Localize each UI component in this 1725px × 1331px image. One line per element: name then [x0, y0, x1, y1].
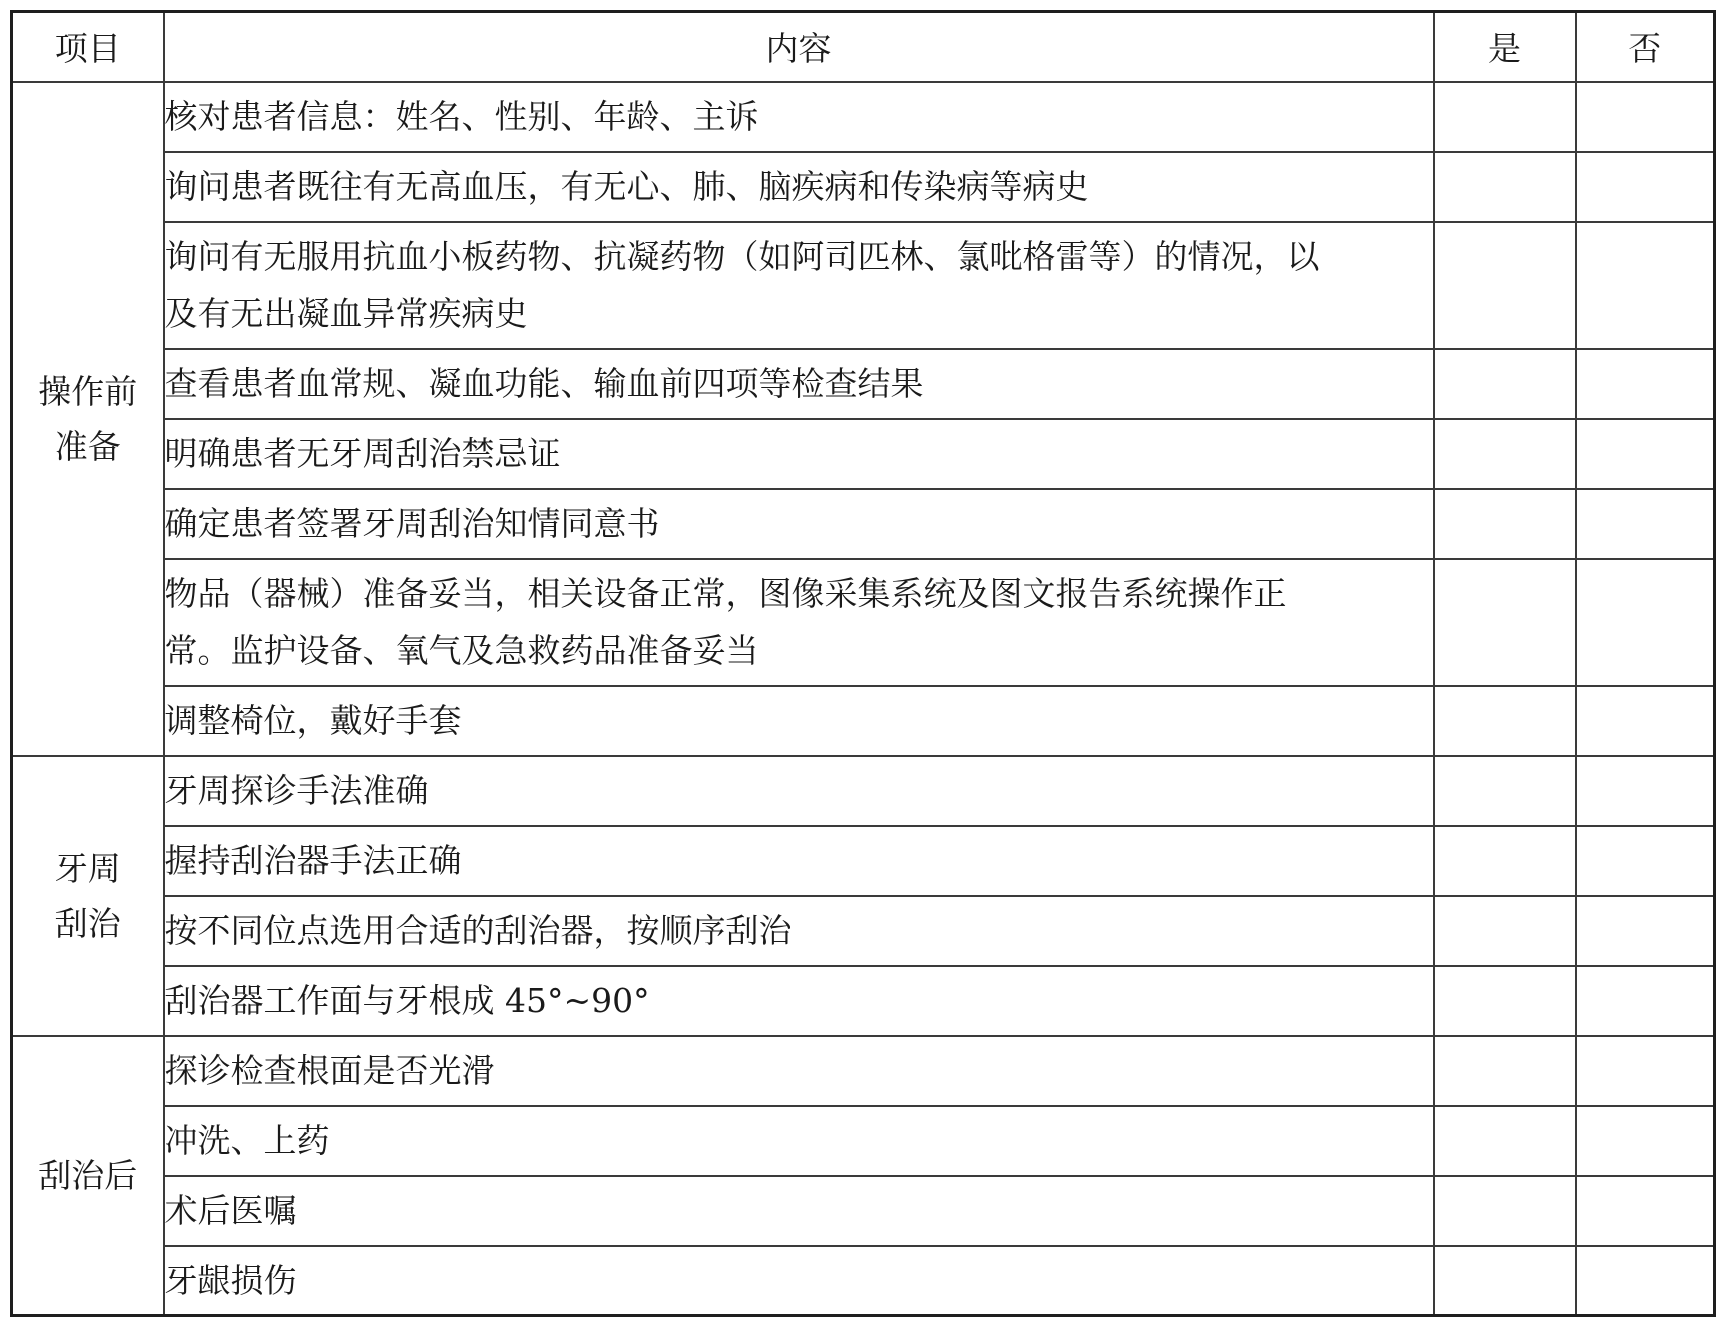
- no-cell: [1576, 896, 1715, 966]
- yes-cell: [1434, 756, 1576, 826]
- section-label-line: 准备: [54, 426, 121, 466]
- item-text: 查看患者血常规、凝血功能、输血前四项等检查结果: [164, 364, 924, 403]
- yes-cell: [1434, 489, 1576, 559]
- item-content: [164, 1106, 1434, 1176]
- item-text: 牙周探诊手法准确: [164, 771, 429, 810]
- yes-cell: [1434, 222, 1576, 349]
- yes-cell: [1434, 826, 1576, 896]
- item-content: [164, 686, 1434, 756]
- item-text: 术后医嘱: [164, 1191, 297, 1230]
- section-label-line: 牙周: [54, 848, 121, 888]
- table-row: [12, 1036, 1715, 1106]
- item-content: [164, 826, 1434, 896]
- item-content: [164, 222, 1434, 349]
- no-cell: [1576, 559, 1715, 686]
- no-cell: [1576, 966, 1715, 1036]
- item-text: 探诊检查根面是否光滑: [164, 1051, 495, 1090]
- no-cell: [1576, 826, 1715, 896]
- table-row: [12, 82, 1715, 152]
- table-row: [12, 966, 1715, 1036]
- yes-cell: [1434, 966, 1576, 1036]
- no-cell: [1576, 489, 1715, 559]
- section-label-pre-op: [12, 82, 164, 756]
- checklist-table: [10, 10, 1716, 1317]
- item-content: [164, 489, 1434, 559]
- yes-cell: [1434, 152, 1576, 222]
- item-content: [164, 559, 1434, 686]
- item-text: 及有无出凝血异常疾病史: [164, 294, 528, 333]
- table-row: [12, 349, 1715, 419]
- table-row: [12, 756, 1715, 826]
- table-row: [12, 222, 1715, 349]
- item-content: [164, 756, 1434, 826]
- yes-cell: [1434, 1036, 1576, 1106]
- item-content: [164, 1176, 1434, 1246]
- no-cell: [1576, 686, 1715, 756]
- item-text: 常。监护设备、氧气及急救药品准备妥当: [164, 631, 759, 670]
- item-text: 按不同位点选用合适的刮治器，按顺序刮治: [164, 911, 792, 950]
- section-label-post-scaling: [12, 1036, 164, 1316]
- table-row: [12, 419, 1715, 489]
- table-row: [12, 152, 1715, 222]
- item-content: [164, 896, 1434, 966]
- item-text: 物品（器械）准备妥当，相关设备正常，图像采集系统及图文报告系统操作正: [164, 574, 1287, 613]
- item-text: 核对患者信息：姓名、性别、年龄、主诉: [164, 97, 759, 136]
- yes-cell: [1434, 896, 1576, 966]
- item-content: [164, 419, 1434, 489]
- section-label-line: 刮治: [54, 903, 121, 943]
- item-content: [164, 152, 1434, 222]
- item-content: [164, 1246, 1434, 1316]
- item-text: 调整椅位，戴好手套: [164, 701, 462, 740]
- item-text: 询问有无服用抗血小板药物、抗凝药物（如阿司匹林、氯吡格雷等）的情况，以: [164, 237, 1320, 276]
- no-cell: [1576, 1106, 1715, 1176]
- header-content: 内容: [164, 12, 1434, 82]
- item-text: 握持刮治器手法正确: [164, 841, 462, 880]
- no-cell: [1576, 222, 1715, 349]
- table-row: [12, 686, 1715, 756]
- yes-cell: [1434, 419, 1576, 489]
- item-text: 明确患者无牙周刮治禁忌证: [164, 434, 561, 473]
- checklist-container: [10, 10, 1716, 1317]
- table-row: [12, 1246, 1715, 1316]
- no-cell: [1576, 82, 1715, 152]
- yes-cell: [1434, 1246, 1576, 1316]
- item-text: 刮治器工作面与牙根成 45°~90°: [164, 981, 650, 1020]
- item-text: 询问患者既往有无高血压，有无心、肺、脑疾病和传染病等病史: [164, 167, 1089, 206]
- section-label-scaling: [12, 756, 164, 1036]
- no-cell: [1576, 152, 1715, 222]
- yes-cell: [1434, 349, 1576, 419]
- table-row: [12, 1106, 1715, 1176]
- item-content: [164, 966, 1434, 1036]
- item-text: 冲洗、上药: [164, 1121, 330, 1160]
- no-cell: [1576, 1246, 1715, 1316]
- table-row: [12, 489, 1715, 559]
- yes-cell: [1434, 1176, 1576, 1246]
- header-no: 否: [1576, 12, 1715, 82]
- table-row: [12, 826, 1715, 896]
- header-yes: 是: [1434, 12, 1576, 82]
- header-item: 项目: [12, 12, 164, 82]
- table-row: [12, 896, 1715, 966]
- yes-cell: [1434, 1106, 1576, 1176]
- no-cell: [1576, 1176, 1715, 1246]
- no-cell: [1576, 1036, 1715, 1106]
- section-label-line: 刮治后: [38, 1155, 138, 1195]
- yes-cell: [1434, 82, 1576, 152]
- yes-cell: [1434, 559, 1576, 686]
- no-cell: [1576, 756, 1715, 826]
- table-row: [12, 559, 1715, 686]
- no-cell: [1576, 349, 1715, 419]
- item-content: [164, 82, 1434, 152]
- table-row: [12, 1176, 1715, 1246]
- header-row: [12, 12, 1715, 82]
- no-cell: [1576, 419, 1715, 489]
- item-content: [164, 349, 1434, 419]
- item-text: 确定患者签署牙周刮治知情同意书: [164, 504, 660, 543]
- item-text: 牙龈损伤: [164, 1260, 297, 1300]
- item-content: [164, 1036, 1434, 1106]
- yes-cell: [1434, 686, 1576, 756]
- section-label-line: 操作前: [38, 371, 138, 411]
